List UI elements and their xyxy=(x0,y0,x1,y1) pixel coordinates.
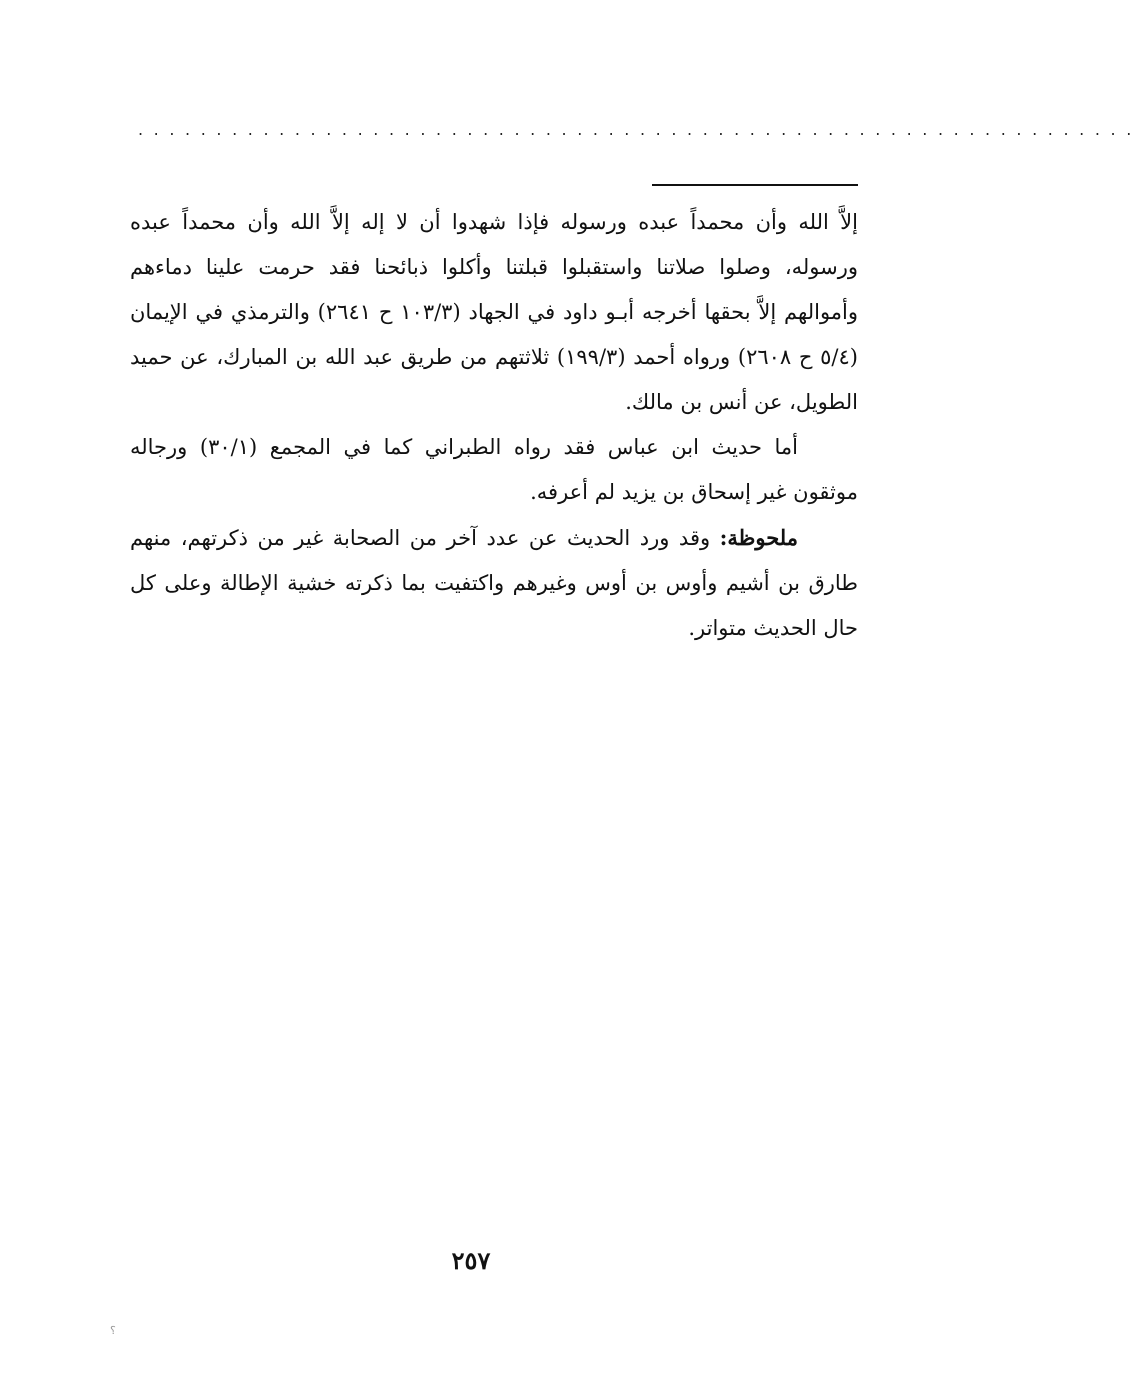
note-text: وقد ورد الحديث عن عدد آخر من الصحابة غير من ذكرتهم، منهم طارق بن أشيم وأوس بن أوس وغيرهم واكتفيت بما ذكرته خشية الإطالة وعلى كل حال الحديث متواتر. xyxy=(130,526,858,640)
footnote-paragraph-ibn-abbas: أما حديث ابن عباس فقد رواه الطبراني كما في المجمع (٣٠/١) ورجاله موثقون غير إسحاق بن يزيد لم أعرفه. xyxy=(130,435,858,504)
page-number: ٢٥٧ xyxy=(451,1246,491,1275)
footnote-section xyxy=(130,200,858,651)
stray-mark: ؟ xyxy=(110,1324,116,1337)
footnote-rule xyxy=(652,184,858,186)
footnote-paragraph-hadith-sources: إلاَّ الله وأن محمداً عبده ورسوله فإذا شهدوا أن لا إله إلاَّ الله وأن محمداً عبده ورسوله، وصلوا صلاتنا واستقبلوا قبلتنا وأكلوا ذبائحنا فقد حرمت علينا دماءهم وأموالهم إلاَّ بحقها أخرجه أبـو داود في الجهاد (١٠٣/٣ ح ٢٦٤١) والترمذي في الإيمان (٥/٤ ح ٢٦٠٨) ورواه أحمد (١٩٩/٣) ثلاثتهم من طريق عبد الله بن المبارك، عن حميد الطويل، عن أنس بن مالك. xyxy=(130,210,859,414)
footnote-paragraph-note xyxy=(130,515,858,651)
note-label: ملحوظة: xyxy=(719,525,798,550)
dotted-separator: ................................................................ xyxy=(138,120,1142,139)
